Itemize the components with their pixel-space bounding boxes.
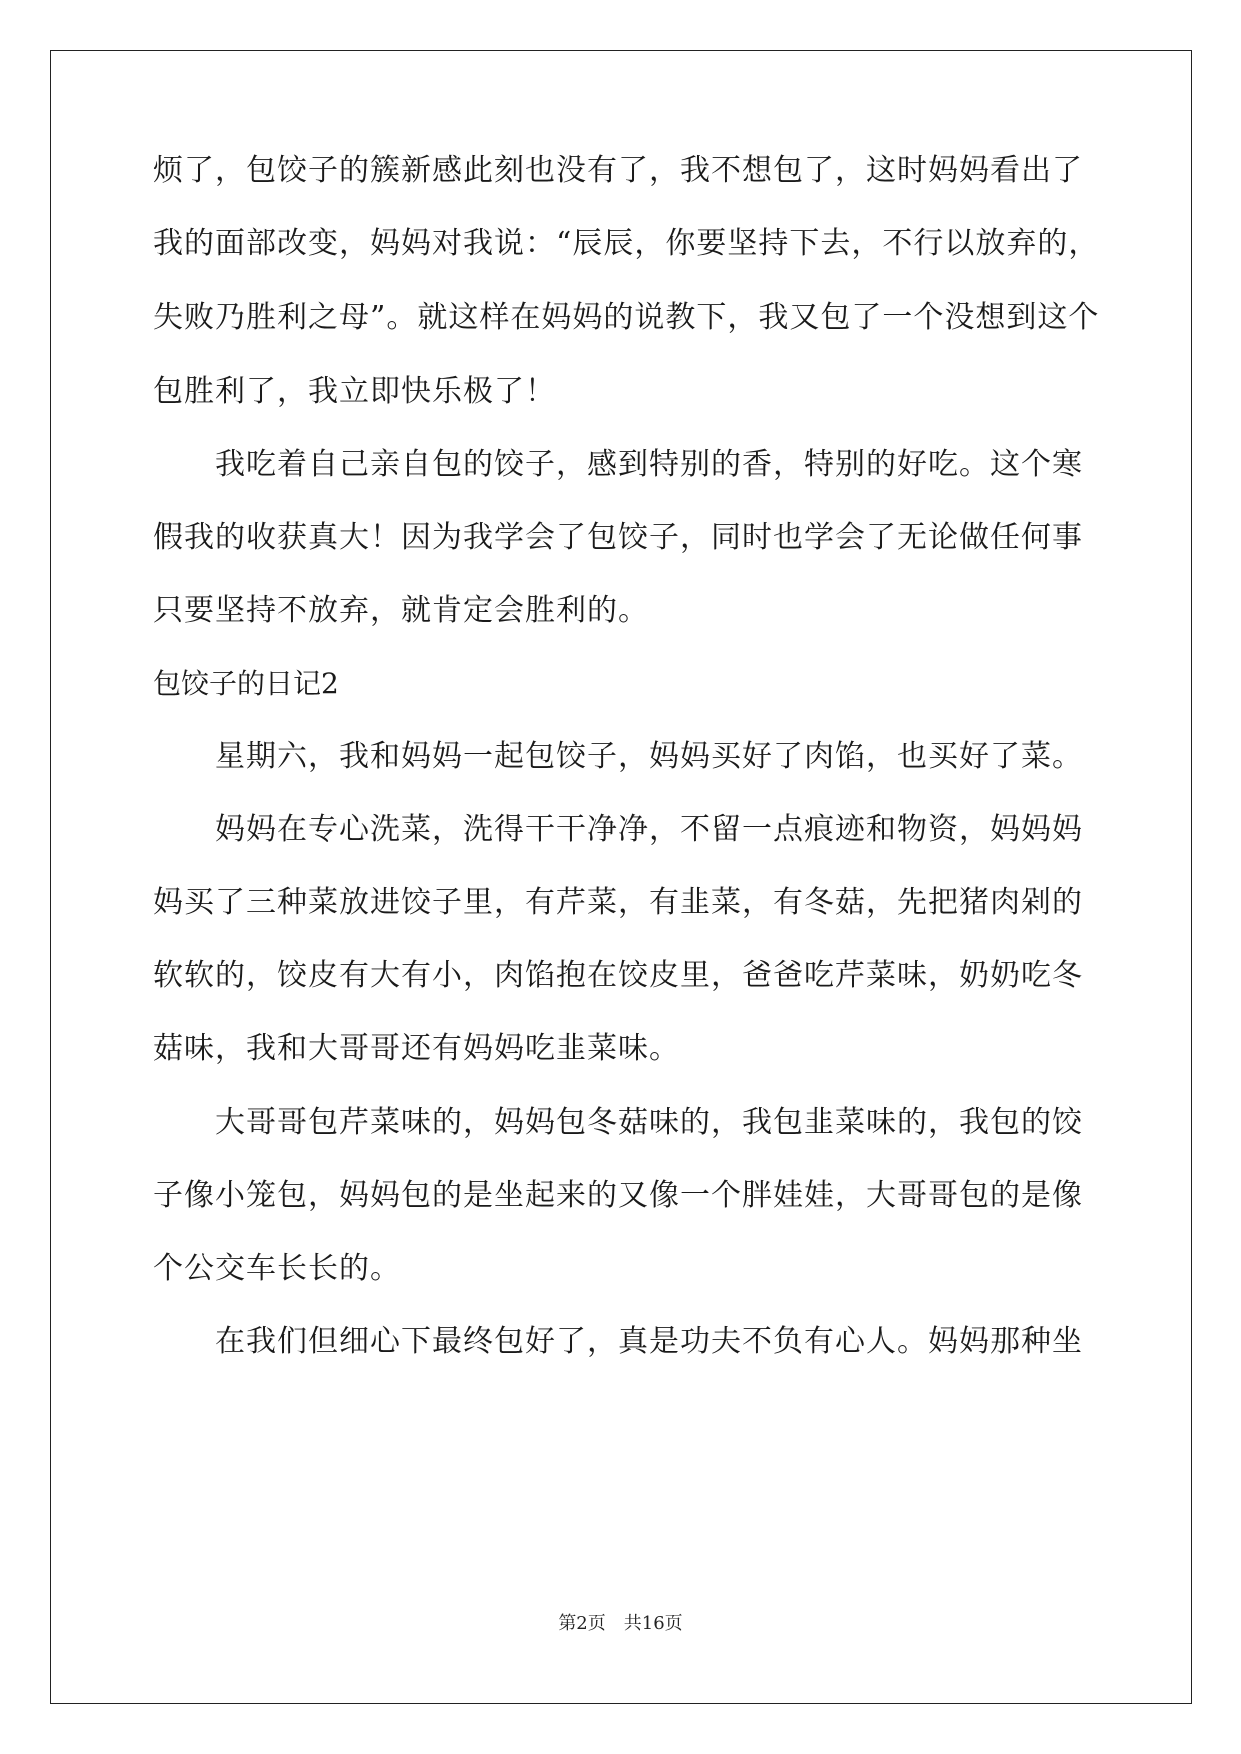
- paragraph-line: 妈妈在专心洗菜，洗得干干净净，不留一点痕迹和物资，妈妈妈: [215, 812, 1083, 847]
- paragraph-line: 烦了，包饺子的簇新感此刻也没有了，我不想包了，这时妈妈看出了: [153, 153, 1083, 188]
- paragraph-line: 软软的，饺皮有大有小，肉馅抱在饺皮里，爸爸吃芹菜味，奶奶吃冬: [153, 958, 1083, 993]
- paragraph-line: 个公交车长长的。: [153, 1251, 401, 1286]
- paragraph-line: 假我的收获真大！因为我学会了包饺子，同时也学会了无论做任何事: [153, 520, 1083, 555]
- paragraph-line: 我吃着自己亲自包的饺子，感到特别的香，特别的好吃。这个寒: [215, 447, 1083, 482]
- paragraph-line: 在我们但细心下最终包好了，真是功夫不负有心人。妈妈那种坐: [215, 1324, 1083, 1359]
- paragraph-line: 子像小笼包，妈妈包的是坐起来的又像一个胖娃娃，大哥哥包的是像: [153, 1178, 1083, 1213]
- page-number-footer: 第2页 共16页: [558, 1613, 683, 1634]
- section-title: 包饺子的日记2: [153, 667, 339, 700]
- paragraph-line: 星期六，我和妈妈一起包饺子，妈妈买好了肉馅，也买好了菜。: [215, 739, 1083, 774]
- paragraph-line: 只要坚持不放弃，就肯定会胜利的。: [153, 593, 649, 628]
- paragraph-line: 失败乃胜利之母”。就这样在妈妈的说教下，我又包了一个没想到这个: [153, 300, 1100, 335]
- paragraph-line: 大哥哥包芹菜味的，妈妈包冬菇味的，我包韭菜味的，我包的饺: [215, 1105, 1083, 1140]
- paragraph-line: 菇味，我和大哥哥还有妈妈吃韭菜味。: [153, 1031, 680, 1066]
- paragraph-line: 妈买了三种菜放进饺子里，有芹菜，有韭菜，有冬菇，先把猪肉剁的: [153, 885, 1083, 920]
- paragraph-line: 我的面部改变，妈妈对我说：“辰辰，你要坚持下去，不行以放弃的，: [153, 226, 1100, 261]
- paragraph-line: 包胜利了，我立即快乐极了！: [153, 374, 556, 409]
